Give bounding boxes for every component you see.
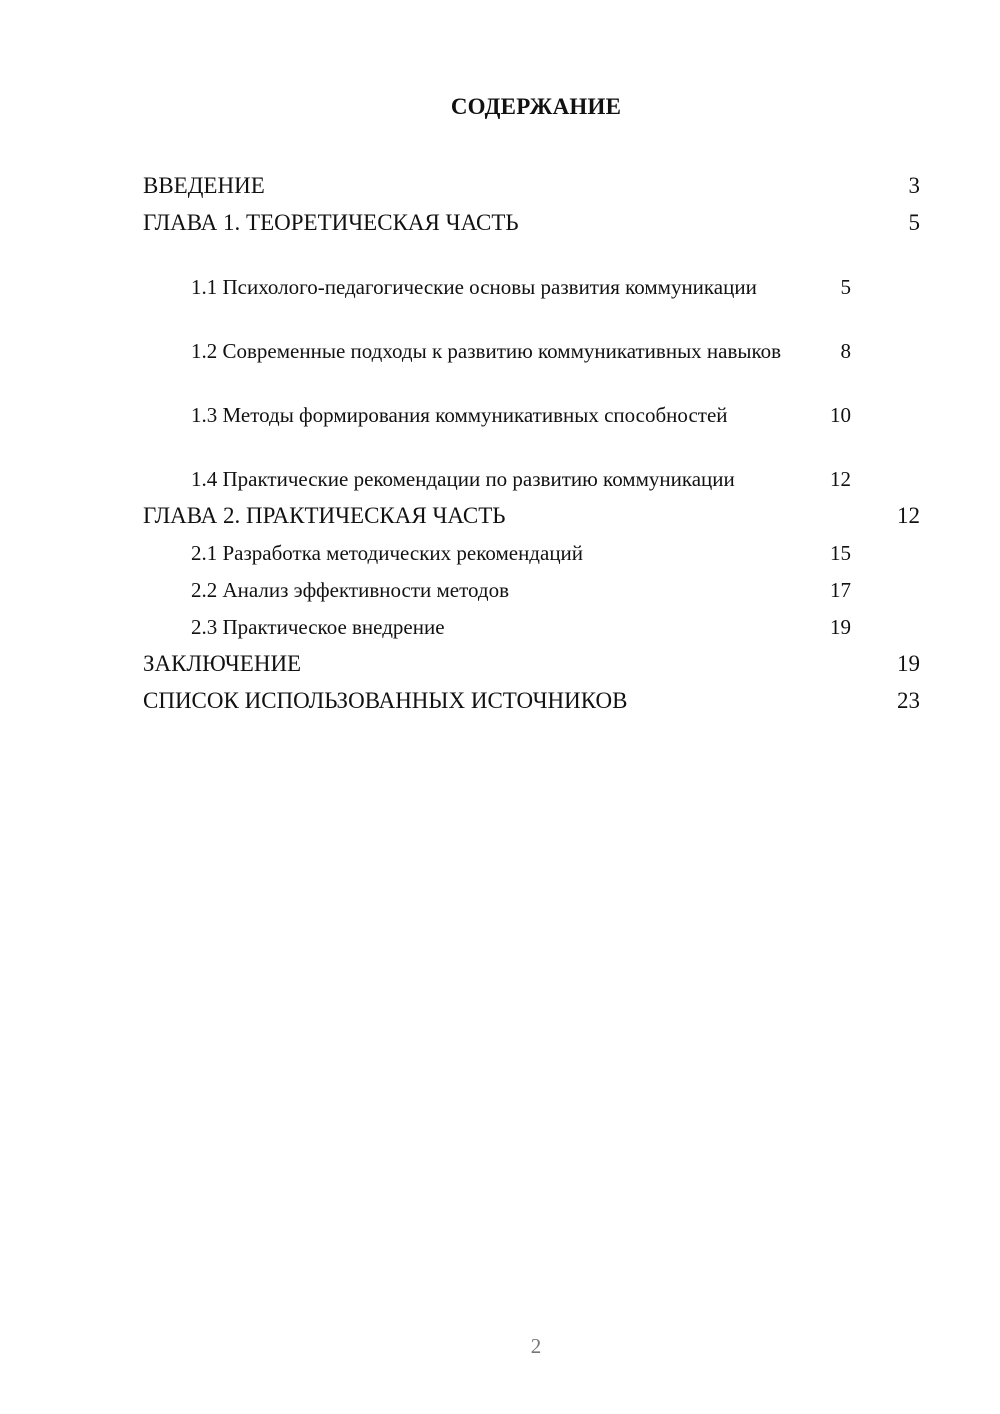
toc-entry-label: ЗАКЛЮЧЕНИЕ [143, 651, 302, 676]
toc-entry-label: 1.4 Практические рекомендации по развитию коммуникации [191, 467, 735, 491]
toc-entry-chapter-2[interactable] [143, 498, 920, 535]
toc-entry-page: 23 [897, 688, 920, 713]
toc-entry-page: 12 [897, 503, 920, 528]
toc-entry-page: 15 [830, 541, 851, 565]
toc-entry-label: 2.2 Анализ эффективности методов [191, 578, 509, 602]
toc-entry-section-1-3[interactable] [143, 370, 920, 434]
toc-entry-page: 19 [897, 651, 920, 676]
toc-entry-page: 12 [830, 467, 851, 491]
toc-title: СОДЕРЖАНИЕ [450, 94, 622, 119]
toc-entry-section-2-1[interactable] [143, 535, 920, 572]
toc-entry-page: 17 [830, 578, 851, 602]
toc-entry-section-1-1[interactable] [143, 242, 920, 306]
toc-entry-introduction[interactable] [143, 168, 920, 205]
toc-entry-label: 2.3 Практическое внедрение [191, 615, 445, 639]
page-number: 2 [530, 1334, 542, 1358]
toc-entry-references[interactable] [143, 683, 920, 720]
toc-entry-page: 5 [840, 275, 851, 299]
toc-entry-label: ВВЕДЕНИЕ [143, 173, 265, 198]
toc-entry-label: 2.1 Разработка методических рекомендаций [191, 541, 584, 565]
toc-entry-section-2-3[interactable] [143, 609, 920, 646]
toc-entry-page: 19 [830, 615, 851, 639]
table-of-contents [143, 168, 920, 720]
toc-entry-section-1-2[interactable] [143, 306, 920, 370]
toc-entry-label: 1.2 Современные подходы к развитию коммуникативных навыков [191, 339, 782, 363]
toc-entry-page: 8 [840, 339, 851, 363]
toc-entry-chapter-1[interactable] [143, 205, 920, 242]
toc-entry-page: 3 [908, 173, 920, 198]
toc-entry-section-1-4[interactable] [143, 434, 920, 498]
toc-entry-section-2-2[interactable] [143, 572, 920, 609]
toc-entry-page: 5 [908, 210, 920, 235]
toc-entry-label: 1.1 Психолого-педагогические основы развития коммуникации [191, 275, 757, 299]
toc-entry-conclusion[interactable] [143, 646, 920, 683]
toc-entry-label: ГЛАВА 2. ПРАКТИЧЕСКАЯ ЧАСТЬ [143, 503, 506, 528]
toc-entry-label: 1.3 Методы формирования коммуникативных способностей [191, 403, 728, 427]
toc-entry-label: ГЛАВА 1. ТЕОРЕТИЧЕСКАЯ ЧАСТЬ [143, 210, 519, 235]
toc-entry-label: СПИСОК ИСПОЛЬЗОВАННЫХ ИСТОЧНИКОВ [143, 688, 628, 713]
toc-entry-page: 10 [830, 403, 851, 427]
